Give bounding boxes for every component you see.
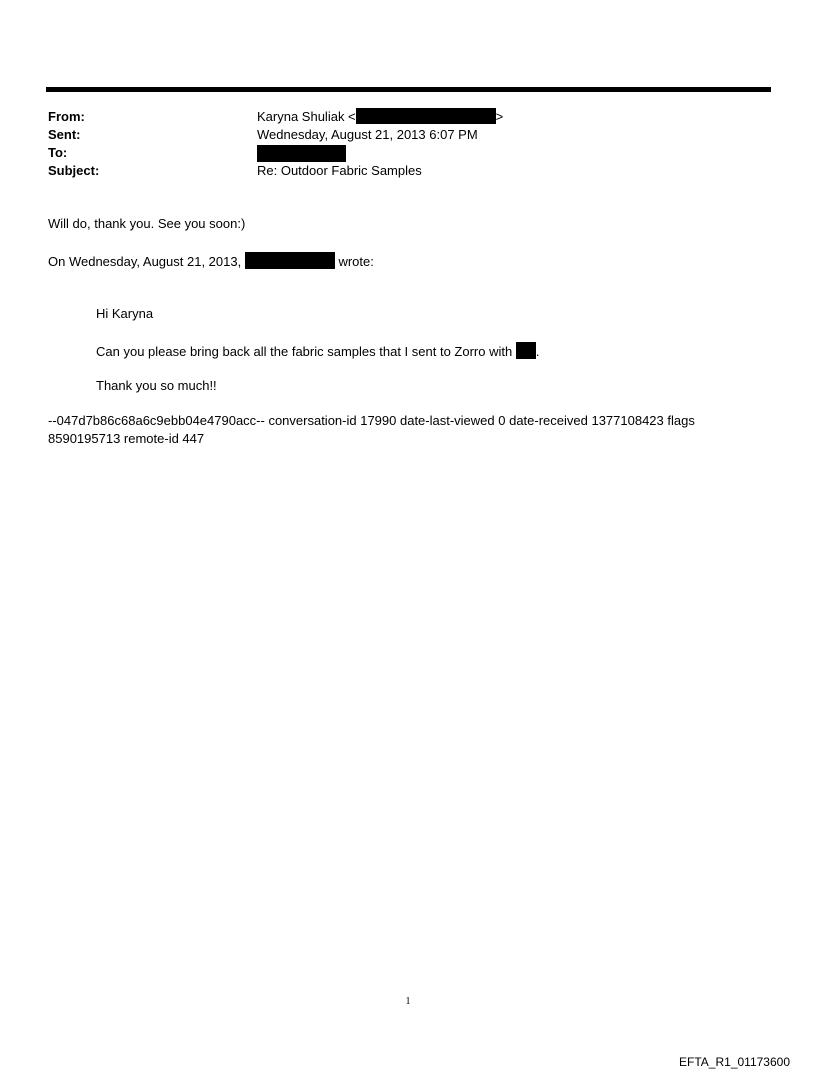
quoted-request [96, 342, 539, 361]
page-number: 1 [405, 996, 411, 1007]
quote-intro-prefix: On Wednesday, August 21, 2013, [48, 254, 242, 269]
subject-row [48, 161, 768, 180]
reply-text: Will do, thank you. See you soon:) [48, 216, 246, 231]
quote-intro-suffix: wrote: [338, 254, 374, 269]
quote-intro [48, 252, 374, 271]
from-label: From: [48, 109, 85, 124]
quoted-request-end: . [535, 344, 540, 359]
sender-name: Karyna Shuliak < [257, 109, 356, 124]
redacted-name [516, 342, 536, 359]
header-divider-rule [46, 87, 771, 92]
to-row [48, 143, 768, 162]
to-label: To: [48, 145, 68, 160]
from-row [48, 107, 768, 126]
quoted-request-text: Can you please bring back all the fabric samples that I sent to Zorro with [96, 344, 513, 359]
message-metadata: --047d7b86c68a6c9ebb04e4790acc-- conversation-id 17990 date-last-viewed 0 date-received 1377108423 flags 8590195713 remote-id 447 [48, 413, 695, 446]
bates-number: EFTA_R1_01173600 [679, 1055, 790, 1069]
redacted-sender-email [356, 108, 496, 124]
quoted-thanks: Thank you so much!! [96, 378, 217, 393]
sent-label: Sent: [48, 127, 81, 142]
subject-label: Subject: [48, 163, 100, 178]
sent-value: Wednesday, August 21, 2013 6:07 PM [257, 127, 478, 142]
redacted-original-sender [245, 252, 335, 269]
quoted-greeting: Hi Karyna [96, 306, 154, 321]
subject-value: Re: Outdoor Fabric Samples [257, 163, 422, 178]
sent-row [48, 125, 768, 144]
sender-email-close: > [495, 109, 504, 124]
from-value [257, 107, 503, 126]
redacted-recipient [257, 145, 346, 162]
